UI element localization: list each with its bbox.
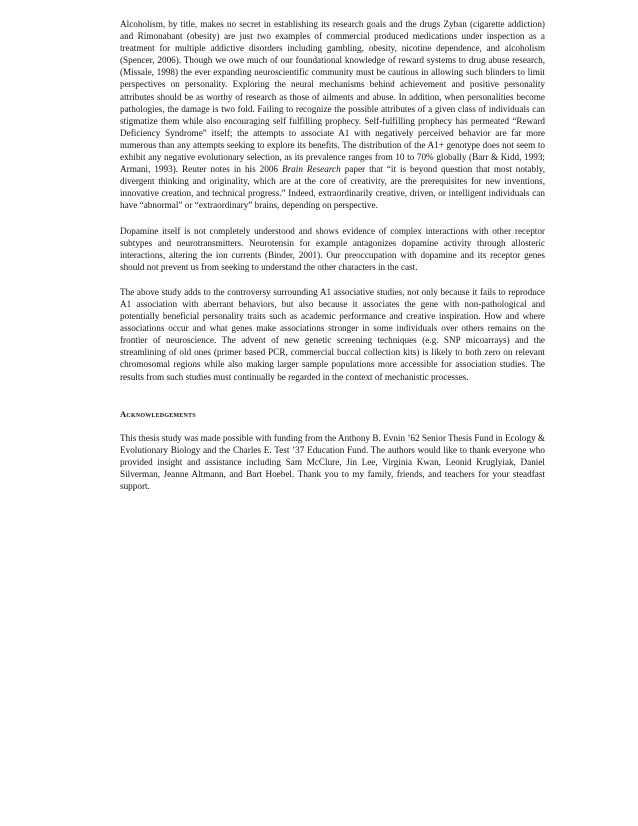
acknowledgements-heading: Acknowledgements <box>120 408 196 419</box>
paragraph-dopamine: Dopamine itself is not completely understood and shows evidence of complex interactions with other receptor subtypes and neurotransmitters. Neurotensin for example antagonizes dopamine activity through allosteric interactions, altering the ion currents (Binder, 2001). Our preoccupation with dopamine and its receptor genes should not prevent us from seeking to understand the other characters in the cast. <box>120 225 545 272</box>
journal-title-brain-research: Brain Research <box>281 164 341 175</box>
paragraph-1-text-end: paper that “it is beyond question that most notably, divergent thinking and originality, which are at the core of creativity, are the prerequisites for new inventions, innovative creation, and technical progress.” Indeed, extraordinarily creative, driven, or intelligent individuals can have “abnormal” or “extraordinary” brains, depending on perspective. <box>120 164 545 211</box>
paragraph-a1-controversy: The above study adds to the controversy surrounding A1 associative studies, not only because it fails to reproduce A1 association with aberrant behaviors, but also because it associates the gene with non-pathological and potentially beneficial personality traits such as academic performance and creative inspiration. How and where associations occur and what genes make associations stronger in some individuals over others remains on the frontier of neuroscience. The advent of new genetic screening techniques (e.g. SNP micoarrays) and the streamlining of old ones (primer based PCR, commercial buccal collection kits) is likely to both zero on relevant chromosomal regions while also making larger sample populations more accessible for association studies. The results from such studies must continually be regarded in the context of mechanistic processes. <box>120 286 545 382</box>
paragraph-1-text: Alcoholism, by title, makes no secret in establishing its research goals and the drugs Zyban (cigarette addiction) and Rimonabant (obesity) are just two examples of commercial produced medications under inspection as a treatment for multiple addictive disorders including gambling, obesity, nicotine dependence, and alcoholism (Spencer, 2006). Though we owe much of our foundational knowledge of reward systems to drug abuse research, (Missale, 1998) the ever expanding neuroscientific community must be cautious in allowing such blinders to limit perspectives on personality. Exploring the neural mechanisms behind achievement and positive personality attributes should be as worthy of research as those of ailments and abuse. In addition, when personalities become pathologies, the damage is two fold. Failing to recognize the possible attributes of a given class of individuals can stigmatize them while also encouraging self fulfilling prophecy. Self-fulfilling prophecy has permeated “Reward Deficiency Syndrome” itself; the attempts to associate A1 with negatively perceived behavior are far more numerous than any attempts seeking to explore its benefits. The distribution of the A1+ genotype does not seem to exhibit any negative evolutionary selection, as its prevalence ranges from 10 to 70% globally (Barr & Kidd, 1993; Armani, 1993). Reuter notes in his 2006 <box>120 19 545 175</box>
paragraph-reward-personality <box>120 18 545 212</box>
document-page <box>120 18 545 492</box>
acknowledgements-paragraph: This thesis study was made possible with funding from the Anthony B. Evnin ’62 Senior Thesis Fund in Ecology & Evolutionary Biology and the Charles E. Test ’37 Education Fund. The authors would like to thank everyone who provided insight and assistance including Sam McClure, Jin Lee, Virginia Kwan, Leonid Kruglyiak, Daniel Silverman, Jeanne Altmann, and Bart Hoebel. Thank you to my family, friends, and teachers for your steadfast support. <box>120 432 545 491</box>
